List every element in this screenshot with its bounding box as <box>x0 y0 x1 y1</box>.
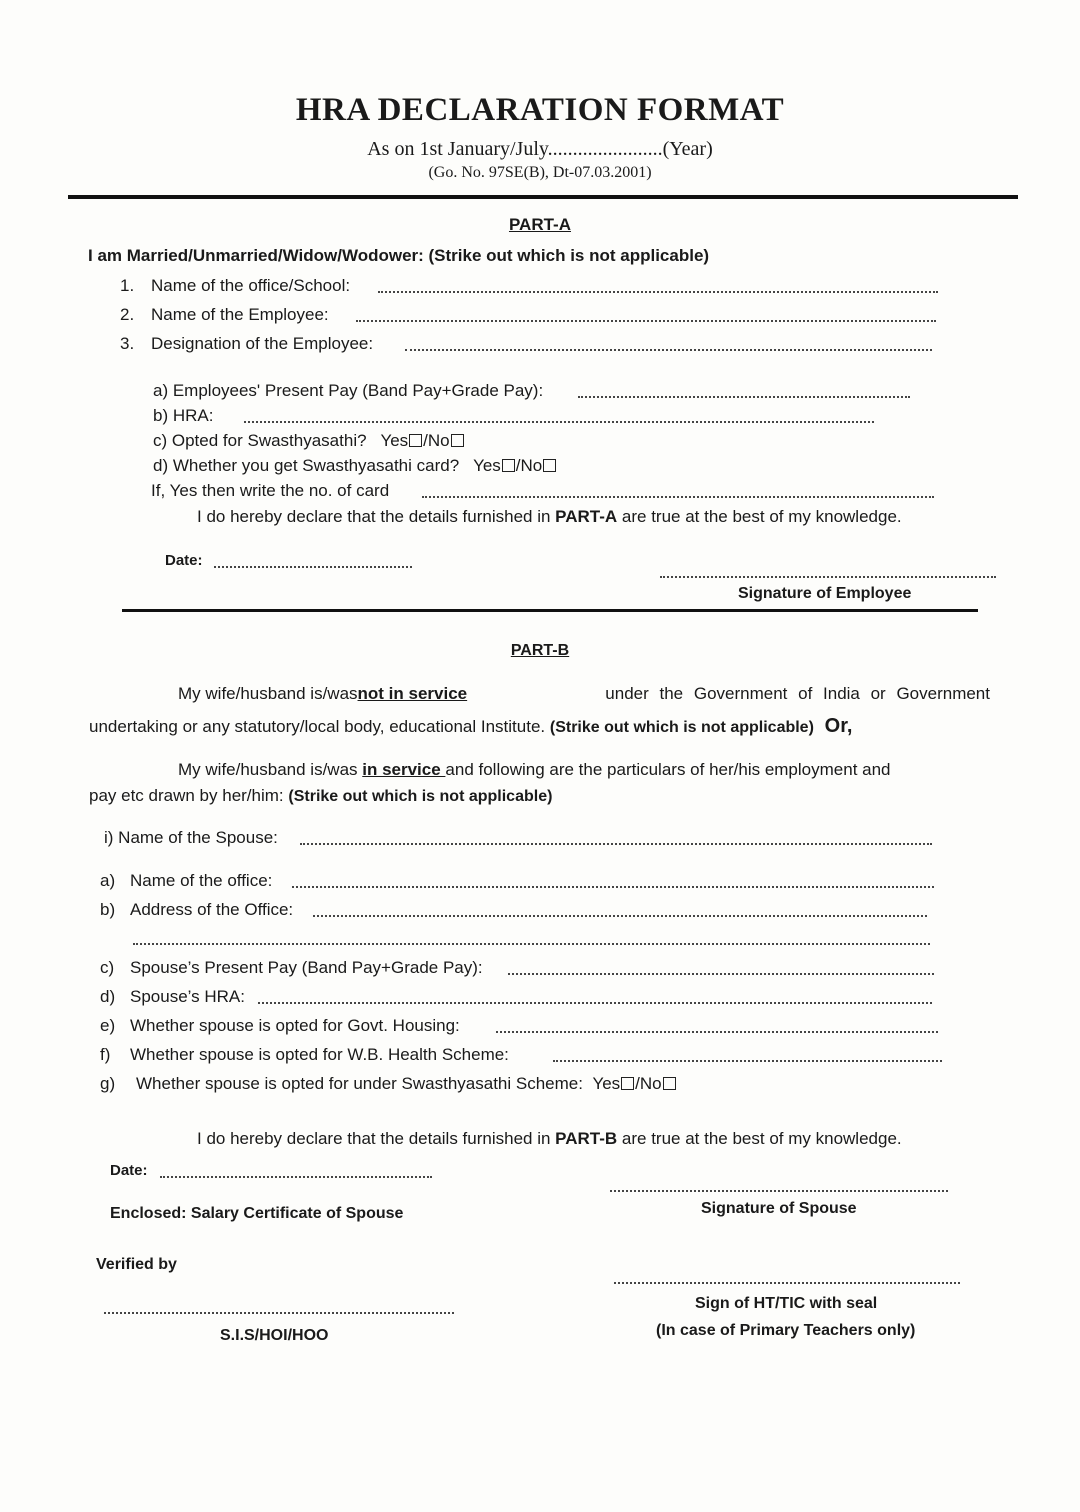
part-b-declaration <box>197 1129 902 1149</box>
text: under the Government of India or Government <box>605 684 990 703</box>
item-number: 1. <box>120 276 135 295</box>
part-a-date-label: Date: <box>165 552 203 569</box>
spouse-swasthyasathi-row <box>136 1074 677 1094</box>
item-label: Whether spouse is opted for under Swasthyasathi Scheme: <box>136 1074 583 1093</box>
ht-signature-field[interactable] <box>614 1282 960 1284</box>
in-service-line-1 <box>178 760 891 780</box>
card-number-field[interactable] <box>422 496 934 498</box>
not-in-service-line-1 <box>178 684 990 704</box>
no-label: No <box>520 456 543 475</box>
verified-by-label: Verified by <box>96 1256 177 1273</box>
text: undertaking or any statutory/local body, educational Institute. <box>89 717 546 736</box>
verifier-label: S.I.S/HOI/HOO <box>220 1327 329 1344</box>
spouse-signature-label: Signature of Spouse <box>701 1200 857 1217</box>
text: pay etc drawn by her/him: <box>89 786 284 805</box>
item-label: Spouse’s HRA: <box>130 987 245 1006</box>
slash: / <box>423 431 428 450</box>
enclosed-note: Enclosed: Salary Certificate of Spouse <box>110 1205 404 1222</box>
marital-status-line: I am Married/Unmarried/Widow/Wodower: (Strike out which is not applicable) <box>88 246 710 265</box>
declaration-text: I do hereby declare that the details furnished in <box>197 1129 556 1148</box>
no-label: No <box>639 1074 662 1093</box>
part-b-date-label: Date: <box>110 1162 148 1179</box>
go-number: (Go. No. 97SE(B), Dt-07.03.2001) <box>428 164 652 181</box>
no-label: No <box>427 431 450 450</box>
declaration-text: are true at the best of my knowledge. <box>617 507 902 526</box>
not-in-service-emphasis: not in service <box>357 684 468 703</box>
in-service-line-2 <box>89 786 552 806</box>
item-label: Spouse’s Present Pay (Band Pay+Grade Pay): <box>130 958 483 977</box>
ht-note: (In case of Primary Teachers only) <box>656 1322 916 1339</box>
item-label: Name of the office: <box>130 871 273 890</box>
employee-signature-field[interactable] <box>660 576 996 578</box>
item-label: Name of the Employee: <box>151 305 329 324</box>
text: My wife/husband is/was <box>178 684 358 703</box>
form-title: HRA DECLARATION FORMAT <box>295 92 785 128</box>
slash: / <box>635 1074 640 1093</box>
part-a-heading: PART-A <box>508 215 571 234</box>
part-divider <box>122 609 978 612</box>
no-checkbox[interactable] <box>451 434 464 447</box>
verifier-signature-field[interactable] <box>104 1312 454 1314</box>
declaration-text: are true at the best of my knowledge. <box>617 1129 902 1148</box>
govt-housing-field[interactable] <box>496 1031 938 1033</box>
yes-checkbox[interactable] <box>621 1077 634 1090</box>
text: and following are the particulars of her/his employment and <box>445 760 891 779</box>
employee-signature-label: Signature of Employee <box>738 585 912 602</box>
header-divider <box>68 195 1018 199</box>
part-a-date-field[interactable] <box>214 566 412 568</box>
office-school-field[interactable] <box>378 291 938 293</box>
or-word: Or, <box>824 715 853 737</box>
declaration-part: PART-B <box>555 1129 618 1148</box>
part-b-heading: PART-B <box>510 642 570 659</box>
yes-checkbox[interactable] <box>502 459 515 472</box>
item-letter: a) <box>100 871 116 890</box>
slash: / <box>515 456 521 475</box>
spouse-name-field[interactable] <box>300 843 932 845</box>
swasthyasathi-card-row <box>153 456 557 476</box>
item-letter: e) <box>100 1016 116 1035</box>
health-scheme-field[interactable] <box>553 1060 942 1062</box>
yes-label: Yes <box>473 456 501 475</box>
item-label: Whether spouse is opted for W.B. Health Scheme: <box>130 1045 509 1064</box>
item-label: Whether spouse is opted for Govt. Housing: <box>130 1016 460 1035</box>
no-checkbox[interactable] <box>663 1077 676 1090</box>
designation-field[interactable] <box>405 349 932 351</box>
no-checkbox[interactable] <box>543 459 556 472</box>
strike-note: (Strike out which is not applicable) <box>288 788 553 805</box>
in-service-emphasis: in service <box>362 760 446 779</box>
not-in-service-line-2 <box>89 715 852 738</box>
item-label: Designation of the Employee: <box>151 334 374 353</box>
swasthyasathi-opted-row <box>153 431 465 451</box>
as-on-line: As on 1st January/July.......................(Year) <box>367 138 713 160</box>
yes-label: Yes <box>380 431 409 450</box>
part-a-declaration <box>197 507 902 527</box>
swasthyasathi-card-label: d) Whether you get Swasthyasathi card? <box>153 456 460 475</box>
hra-label: b) HRA: <box>153 406 214 425</box>
spacer <box>371 431 376 450</box>
spouse-name-label: i) Name of the Spouse: <box>104 828 278 847</box>
swasthyasathi-opted-label: c) Opted for Swasthyasathi? <box>153 431 367 450</box>
present-pay-label: a) Employees' Present Pay (Band Pay+Grade Pay): <box>153 381 544 400</box>
employee-name-field[interactable] <box>356 320 936 322</box>
item-letter: g) <box>100 1074 116 1093</box>
hra-field[interactable] <box>244 421 874 423</box>
spouse-pay-field[interactable] <box>508 973 934 975</box>
item-label: Address of the Office: <box>130 900 294 919</box>
spouse-signature-field[interactable] <box>610 1190 948 1192</box>
yes-label: Yes <box>592 1074 621 1093</box>
spacer <box>464 456 469 475</box>
item-letter: d) <box>100 987 116 1006</box>
part-b-date-field[interactable] <box>160 1176 432 1178</box>
spouse-office-address-field-line-2[interactable] <box>133 943 930 945</box>
spouse-hra-field[interactable] <box>258 1002 932 1004</box>
item-letter: c) <box>100 958 115 977</box>
item-letter: f) <box>100 1045 111 1064</box>
card-number-label: If, Yes then write the no. of card <box>151 481 390 500</box>
item-letter: b) <box>100 900 116 919</box>
spouse-office-field[interactable] <box>292 886 934 888</box>
item-label: Name of the office/School: <box>151 276 351 295</box>
item-number: 3. <box>120 334 135 353</box>
yes-checkbox[interactable] <box>409 434 422 447</box>
ht-sign-label: Sign of HT/TIC with seal <box>695 1295 878 1312</box>
strike-note: (Strike out which is not applicable) <box>549 719 814 736</box>
item-number: 2. <box>120 305 135 324</box>
declaration-part: PART-A <box>555 507 618 526</box>
declaration-text: I do hereby declare that the details furnished in <box>197 507 556 526</box>
text: My wife/husband is/was <box>178 760 363 779</box>
present-pay-field[interactable] <box>578 396 910 398</box>
spouse-office-address-field[interactable] <box>313 915 927 917</box>
